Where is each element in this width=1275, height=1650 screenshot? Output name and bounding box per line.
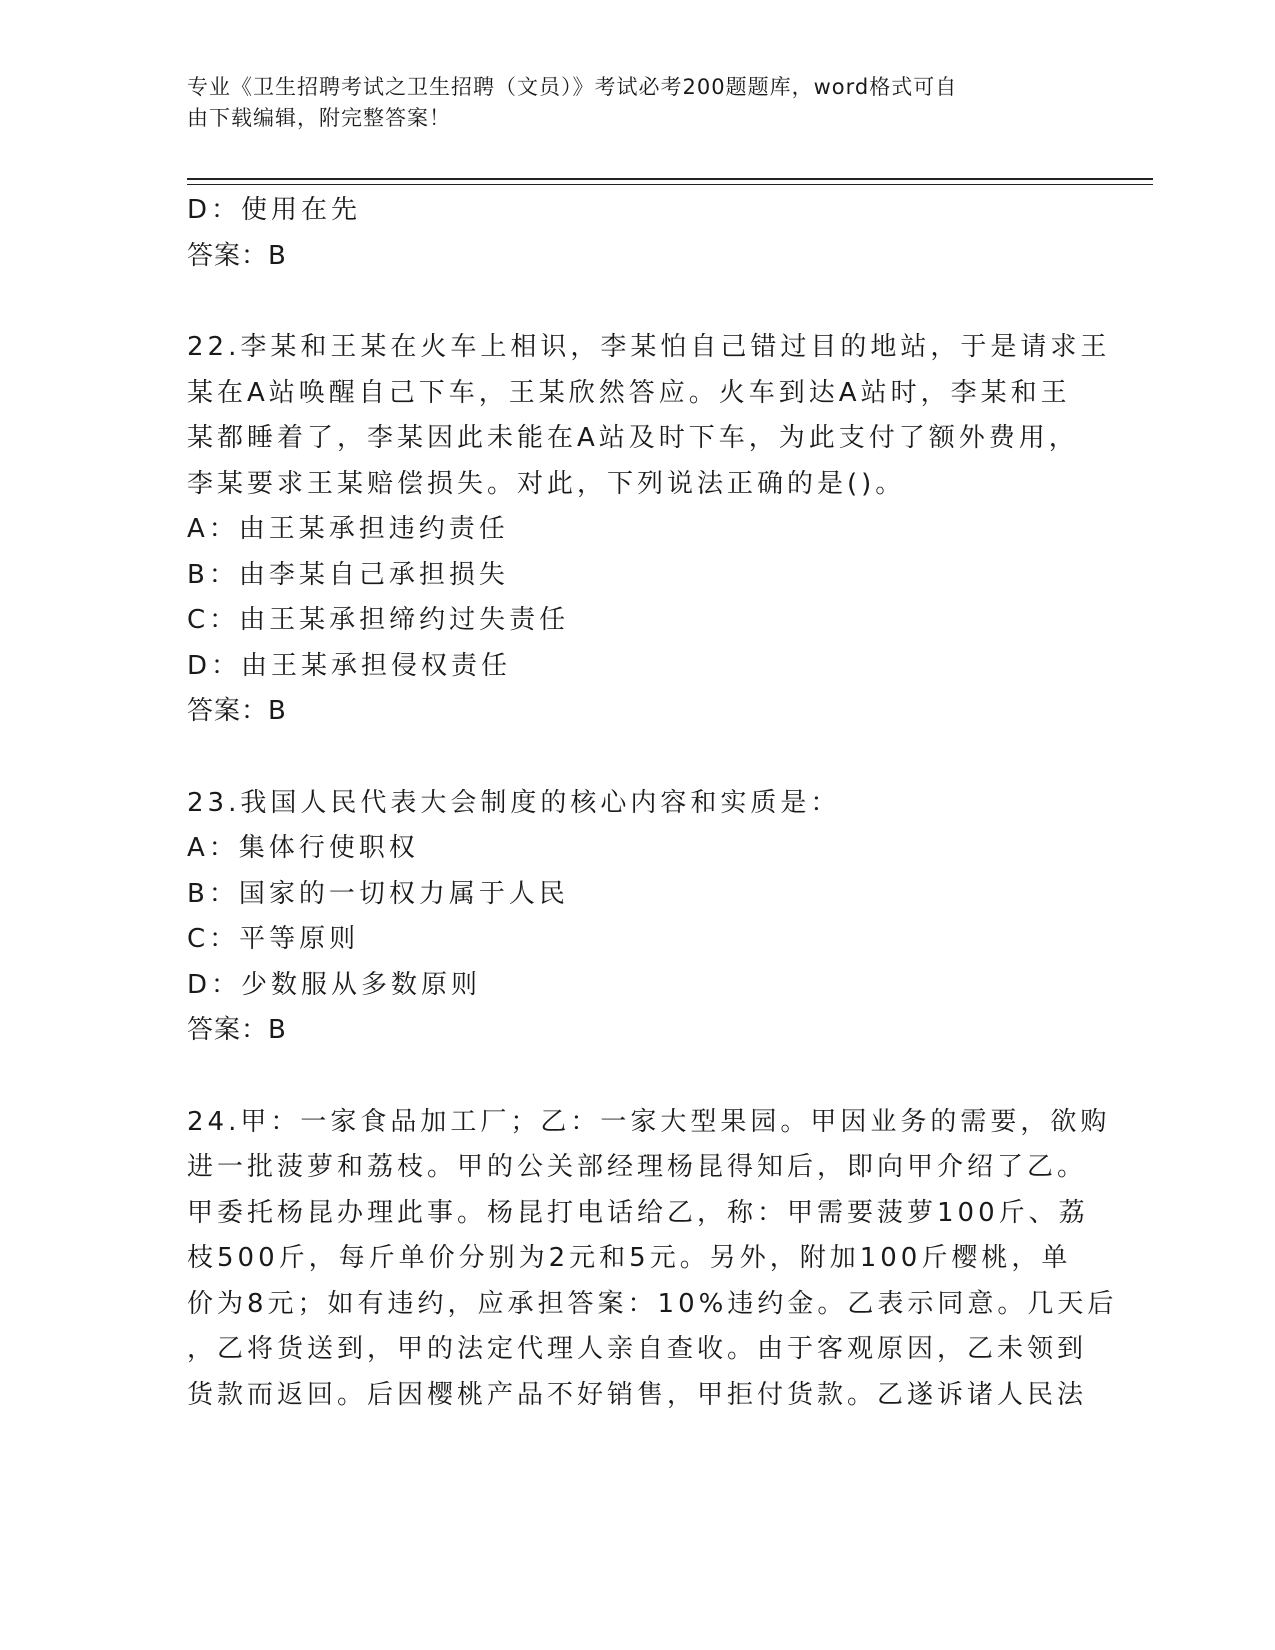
question-text-line: 甲委托杨昆办理此事。杨昆打电话给乙，称：甲需要菠萝100斤、荔 <box>187 1197 1089 1228</box>
question-text-line: 24.甲：一家食品加工厂；乙：一家大型果园。甲因业务的需要，欲购 <box>187 1106 1111 1137</box>
question-text-line: 李某要求王某赔偿损失。对此，下列说法正确的是()。 <box>187 468 906 499</box>
document-body <box>187 188 1118 1418</box>
question-text-line: 某在A站唤醒自己下车，王某欣然答应。火车到达A站时，李某和王 <box>187 377 1071 408</box>
answer: 答案：B <box>187 1015 287 1045</box>
option-d: D：使用在先 <box>187 195 362 225</box>
option-d: D：少数服从多数原则 <box>187 969 482 1000</box>
header-rule-thin <box>187 184 1153 185</box>
question-text-line: 价为8元；如有违约，应承担答案：10%违约金。乙表示同意。几天后 <box>187 1288 1118 1319</box>
header-line-2: 由下载编辑，附完整答案！ <box>187 106 451 130</box>
question-text-line: 枝500斤，每斤单价分别为2元和5元。另外，附加100斤樱桃，单 <box>187 1243 1072 1273</box>
question-text-line: 货款而返回。后因樱桃产品不好销售，甲拒付货款。乙遂诉诸人民法 <box>187 1379 1088 1410</box>
header-line-1: 专业《卫生招聘考试之卫生招聘（文员）》考试必考200题题库，word格式可自 <box>187 75 958 99</box>
option-b: B：国家的一切权力属于人民 <box>187 878 569 909</box>
question-22 <box>187 325 1111 735</box>
option-d: D：由王某承担侵权责任 <box>187 650 512 681</box>
answer: 答案：B <box>187 240 287 271</box>
question-text-line: 某都睡着了，李某因此未能在A站及时下车，为此支付了额外费用， <box>187 423 1079 453</box>
question-text-line: 22.李某和王某在火车上相识，李某怕自己错过目的地站，于是请求王 <box>187 332 1111 362</box>
option-a: A：由王某承担违约责任 <box>187 514 509 544</box>
option-b: B：由李某自己承担损失 <box>187 559 509 590</box>
question-text-line: ，乙将货送到，甲的法定代理人亲自查收。由于客观原因，乙未领到 <box>187 1334 1088 1364</box>
document-header <box>187 72 1067 134</box>
question-24 <box>187 1100 1118 1419</box>
question-text-line: 进一批菠萝和荔枝。甲的公关部经理杨昆得知后，即向甲介绍了乙。 <box>187 1152 1088 1182</box>
option-c: C：由王某承担缔约过失责任 <box>187 605 570 635</box>
answer: 答案：B <box>187 696 287 726</box>
previous-question-tail <box>187 188 1087 279</box>
header-rule-thick <box>187 178 1153 180</box>
question-text-line: 23.我国人民代表大会制度的核心内容和实质是： <box>187 787 841 818</box>
question-23 <box>187 781 1087 1054</box>
option-c: C：平等原则 <box>187 924 360 954</box>
option-a: A：集体行使职权 <box>187 833 419 863</box>
